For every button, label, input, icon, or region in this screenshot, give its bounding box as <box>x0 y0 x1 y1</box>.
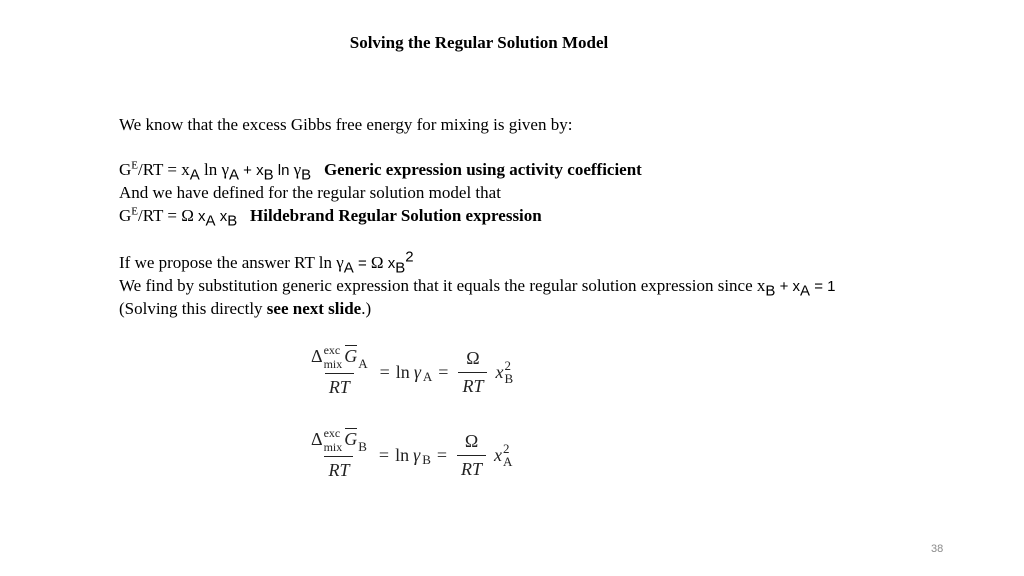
page-number: 38 <box>931 543 944 555</box>
omega-symbol: Ω <box>464 430 479 451</box>
b-subscript: B <box>395 259 406 277</box>
hildebrand-expression-line <box>119 205 542 230</box>
hildebrand-label: Hildebrand Regular Solution expression <box>250 206 542 225</box>
slide-title: Solving the Regular Solution Model <box>349 33 609 52</box>
b-subscript: B <box>301 166 312 184</box>
mix-subscript: mix <box>323 440 343 454</box>
g-subscript: A <box>358 356 368 371</box>
g-bar-symbol: G <box>344 346 358 366</box>
x-exponent: 2 <box>503 441 510 456</box>
substitution-line <box>119 276 836 300</box>
e-superscript: E <box>131 205 139 218</box>
x-symbol: x <box>494 444 503 465</box>
rt-denominator: RT <box>457 455 486 480</box>
x-exponent: 2 <box>504 358 511 373</box>
g-subscript: B <box>358 439 367 454</box>
ln-text: ln <box>395 444 410 465</box>
omega-symbol: Ω <box>370 253 384 272</box>
excess-gibbs-fraction <box>309 426 369 481</box>
see-next-slide: see next slide <box>266 299 362 318</box>
propose-line <box>119 248 414 277</box>
substitution-text: We find by substitution generic expression that it equals the regular solution expression since x <box>119 276 766 295</box>
rt-denominator: RT <box>325 373 354 398</box>
a-subscript: A <box>800 282 811 300</box>
plus-x-text: + x <box>775 278 801 295</box>
e-superscript: E <box>131 159 139 172</box>
x-symbol: x <box>495 361 504 382</box>
gamma-symbol: γ <box>293 160 302 179</box>
gamma-symbol: γ <box>221 160 229 179</box>
g-bar-symbol: G <box>344 429 358 449</box>
b-subscript: B <box>263 166 274 184</box>
generic-label: Generic expression using activity coefficient <box>323 160 642 179</box>
rt-text: /RT = <box>138 206 182 225</box>
solving-close: .) <box>361 299 372 318</box>
omega-fraction <box>457 431 486 480</box>
equals-sign: = <box>436 444 448 465</box>
gamma-symbol: γ <box>336 253 344 272</box>
x-subscript: A <box>503 454 513 469</box>
generic-expression-line <box>119 159 642 184</box>
plus-x-text: + x <box>239 162 264 179</box>
delta-symbol: Δ <box>311 346 323 366</box>
excess-gibbs-fraction <box>309 343 370 398</box>
exc-superscript: exc <box>323 426 341 440</box>
rt-denominator: RT <box>458 372 487 397</box>
a-subscript: A <box>205 212 216 230</box>
equals-sign: = <box>378 444 390 465</box>
squared-superscript: 2 <box>405 248 414 266</box>
g-symbol: G <box>119 160 132 179</box>
ln-text: ln <box>273 162 294 179</box>
x-text: x <box>193 208 206 225</box>
solving-open: (Solving this directly <box>119 299 267 318</box>
x-text: x <box>383 255 396 272</box>
equals-sign: = <box>438 361 449 382</box>
omega-symbol: Ω <box>181 206 194 225</box>
a-subscript: A <box>343 259 354 277</box>
x-text: x <box>215 208 228 225</box>
equals-one-text: = 1 <box>810 278 836 295</box>
mix-subscript: mix <box>323 357 343 371</box>
omega-fraction <box>458 348 487 397</box>
gamma-subscript: A <box>422 369 433 384</box>
a-subscript: A <box>189 166 200 184</box>
exc-superscript: exc <box>323 343 341 357</box>
omega-symbol: Ω <box>466 347 480 368</box>
b-subscript: B <box>227 212 238 230</box>
gamma-symbol: γ <box>413 361 421 382</box>
x-subscript: B <box>504 371 514 386</box>
rt-denominator: RT <box>324 456 353 481</box>
equals-sign: = <box>379 361 390 382</box>
equation-a <box>305 343 514 398</box>
equation-b <box>305 426 513 481</box>
delta-symbol: Δ <box>311 429 323 449</box>
intro-text: We know that the excess Gibbs free energy for mixing is given by: <box>119 115 573 134</box>
rt-text: /RT = x <box>138 160 190 179</box>
g-symbol: G <box>119 206 132 225</box>
ln-text: ln <box>199 160 222 179</box>
equals-text: = <box>353 255 371 272</box>
b-subscript: B <box>765 282 776 300</box>
solving-line <box>119 299 371 319</box>
defined-text: And we have defined for the regular solution model that <box>119 183 501 202</box>
gamma-symbol: γ <box>413 444 421 465</box>
propose-text: If we propose the answer RT ln <box>119 253 337 272</box>
ln-text: ln <box>395 361 410 382</box>
gamma-subscript: B <box>422 452 431 467</box>
a-subscript: A <box>229 166 240 184</box>
